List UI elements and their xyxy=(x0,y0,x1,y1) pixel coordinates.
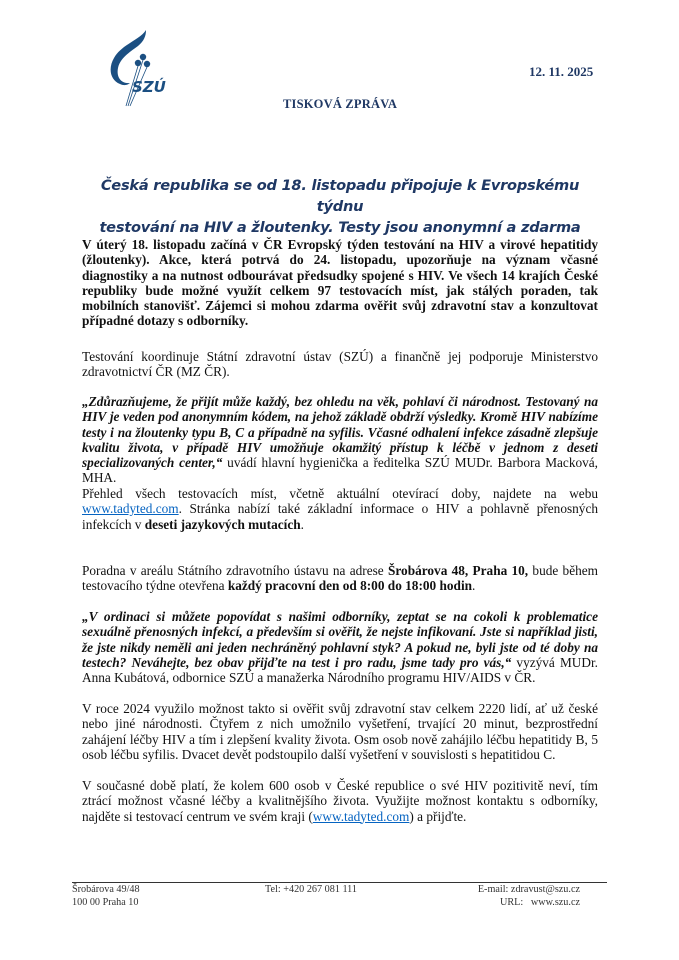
footer-email[interactable]: E-mail: zdravust@szu.cz xyxy=(477,884,580,895)
paragraph-quote-kubatova xyxy=(82,609,598,685)
address-bold: Šrobárova 48, Praha 10, xyxy=(387,563,529,578)
footer-contact xyxy=(459,884,580,909)
footer-url[interactable]: URL: www.szu.cz xyxy=(500,896,580,908)
headline-line-1: Česká republika se od 18. listopadu připojuje k Evropskému týdnu xyxy=(100,177,580,215)
footer-address-line-1: Šrobárova 49/48 xyxy=(72,884,140,895)
szu-logo xyxy=(100,30,180,110)
footer-address xyxy=(72,884,140,909)
paragraph-text: V roce 2024 využilo možnost takto si ověřit svůj zdravotní stav celkem 2220 lidí, ať už české nebo jiné národnosti. Čtyřem z nich umožnilo vyšetření, trvající 20 minut, bezprostřední zahájení léčby HIV a tím i zlepšení kvality života. Osm osob nově zahájilo léčbu hepatitidy B, 5 osob léčbu syfilis. Dvacet devět podstoupilo další vyšetření v souvislosti s hepatitidou C. xyxy=(82,701,598,762)
paragraph-statistics-2024 xyxy=(82,701,598,762)
paragraph-counseling-center xyxy=(82,563,598,594)
bold-text: deseti jazykových mutacích xyxy=(144,516,301,532)
release-date: 12. 11. 2025 xyxy=(529,64,594,79)
paragraph-text: V současné době platí, že kolem 600 osob v České republice o své HIV pozitivitě neví, tím ztrácí možnost včasné léčby a kvalitnějšího života. Využijte možnost kontaktu s odborníky, najděte si testovací centrum ve svém kraji ( xyxy=(82,778,598,824)
lead-text: V úterý 18. listopadu začíná v ČR Evropský týden testování na HIV a virové hepatitidy (žloutenky). Akce, která potrvá do 24. listopadu, upozorňuje na význam včasné diagnostiky a na nutnost odbourávat předsudky spojené s HIV. Ve všech 14 krajích České republiky bude možné využít celkem 97 testovacích míst, jak stálých poraden, tak mobilních stanovišť. Zájemci si mohou zdarma ověřit svůj zdravotní stav a konzultovat případné dotazy s odborníky. xyxy=(82,237,598,329)
lead-paragraph xyxy=(82,237,598,329)
paragraph-text: . xyxy=(472,578,476,594)
document-type-label: TISKOVÁ ZPRÁVA xyxy=(283,97,398,111)
tadyted-link[interactable]: www.tadyted.com xyxy=(82,501,179,517)
quote-text: „V ordinaci si můžete popovídat s našimi odborníky, zeptat se na cokoli k problematice sexuálně přenosných infekcí, a především si ověřit, že nejste infikovaní. Jste si například jisti, že jste nikdy neměli ani jeden nechráněný pohlavní styk? A pokud ne, byli jste od té doby na testech? Neváhejte, bez obav přijďte na test i pro radu, jsme tady pro vás,“ xyxy=(82,609,598,670)
paragraph-text: . Stránka nabízí také základní informace o HIV a pohlavně přenosných infekcích v xyxy=(82,501,598,532)
paragraph-text: Testování koordinuje Státní zdravotní ústav (SZÚ) a finančně jej podporuje Ministerstvo zdravotnictví ČR (MZ ČR). xyxy=(82,349,598,380)
paragraph-text: Poradna v areálu Státního zdravotního ústavu na adrese xyxy=(82,563,388,578)
quote-attribution: uvádí hlavní hygienička a ředitelka SZÚ MUDr. Barbora Macková, MHA. xyxy=(82,455,598,486)
headline xyxy=(82,175,598,238)
szu-logo-icon xyxy=(100,30,180,110)
quote-attribution: vyzývá MUDr. Anna Kubátová, odbornice SZÚ a manažerka Národního programu HIV/AIDS v ČR. xyxy=(82,654,598,686)
paragraph-text: ) a přijďte. xyxy=(409,808,467,824)
paragraph-text: bude během testovacího týdne otevřena xyxy=(82,563,598,594)
paragraph-quote-mackova xyxy=(82,394,598,486)
paragraph-text: Přehled všech testovacích míst, včetně aktuální otevírací doby, najdete na webu xyxy=(82,486,598,501)
svg-text:SZÚ: SZÚ xyxy=(132,78,166,96)
footer-address-line-2: 100 00 Praha 10 xyxy=(72,896,139,908)
tadyted-link[interactable]: www.tadyted.com xyxy=(312,808,410,824)
paragraph-testing-sites xyxy=(82,486,598,532)
paragraph-coordination xyxy=(82,349,598,380)
paragraph-text: . xyxy=(300,516,304,532)
footer-phone: Tel: +420 267 081 111 xyxy=(265,884,357,895)
footer-divider xyxy=(72,882,607,883)
paragraph-call-to-action xyxy=(82,778,598,824)
quote-text: „Zdůrazňujeme, že přijít může každý, bez ohledu na věk, pohlaví či národnost. Testovaný na HIV je veden pod anonymním kódem, na jehož základě obdrží výsledky. Kromě HIV nabízíme testy i na žloutenky typu B, C a případně na syfilis. Včasné odhalení infekce zásadně zlepšuje kvalitu života, v případě HIV umožňuje okamžitý přístup k léčbě v jednom z deseti specializovaných center,“ xyxy=(82,394,598,471)
headline-line-2: testování na HIV a žloutenky. Testy jsou anonymní a zdarma xyxy=(99,219,581,236)
opening-hours-bold: každý pracovní den od 8:00 do 18:00 hodin xyxy=(227,578,473,594)
